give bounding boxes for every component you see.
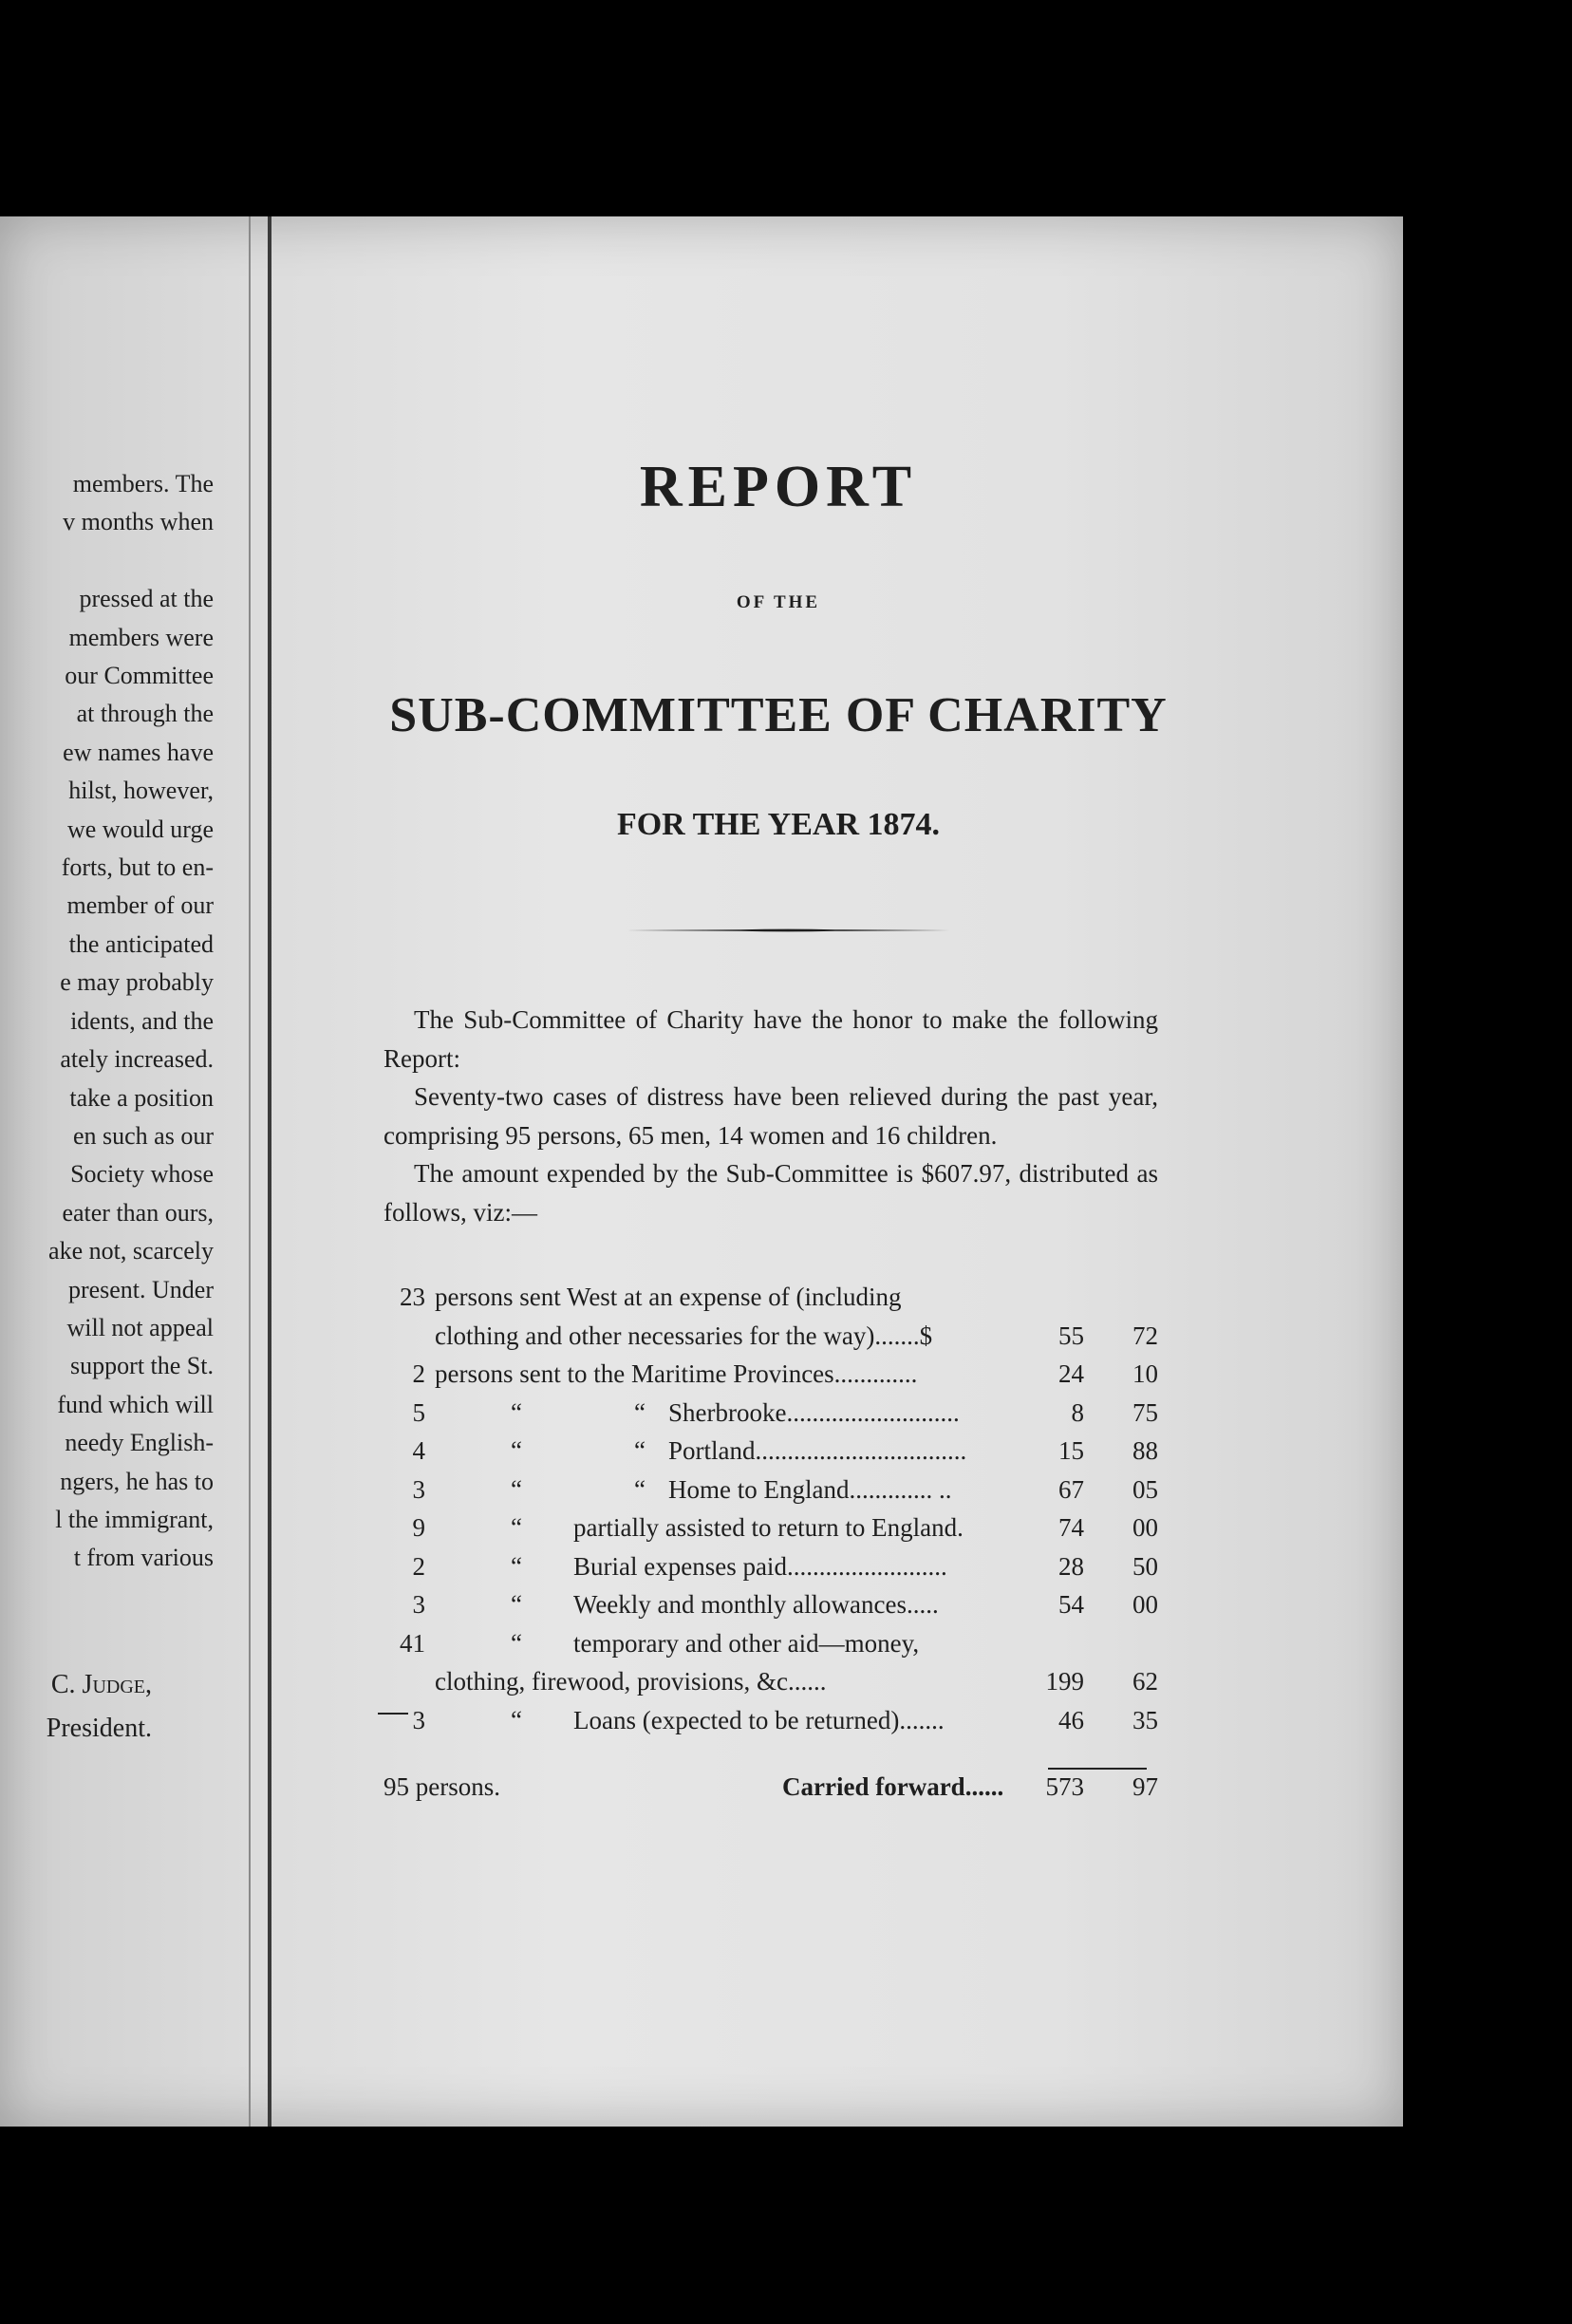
left-column-line: the anticipated — [68, 929, 214, 958]
expense-count: 2 — [412, 1551, 425, 1581]
expense-count: 4 — [412, 1436, 425, 1465]
left-column-line: present. Under — [67, 1275, 214, 1303]
expense-cents: 35 — [1132, 1705, 1158, 1734]
expense-description: persons sent to the Maritime Provinces............. — [435, 1359, 918, 1388]
expense-count: 9 — [412, 1513, 425, 1542]
expense-description: clothing and other necessaries for the way).......$ — [435, 1321, 933, 1350]
intro-paragraph: The Sub-Committee of Charity have the honor to make the following Report: — [384, 1005, 1158, 1073]
expense-count: 2 — [412, 1359, 425, 1388]
left-column-line: ew names have — [63, 738, 214, 766]
committee-title: SUB-COMMITTEE OF CHARITY — [389, 688, 1168, 742]
expense-row — [384, 1278, 1158, 1317]
left-column-line: members. The — [72, 470, 214, 497]
left-column-line: take a position — [69, 1083, 214, 1112]
left-column-line: pressed at the — [79, 585, 214, 613]
left-column-line: ately increased. — [60, 1045, 214, 1074]
left-column-line: en such as our — [72, 1121, 214, 1150]
expense-row — [384, 1471, 1158, 1509]
expense-dollars: 46 — [1058, 1705, 1084, 1734]
expense-cents: 62 — [1132, 1667, 1158, 1696]
ditto-mark: “ — [511, 1397, 522, 1427]
year-heading: FOR THE YEAR 1874. — [616, 807, 941, 842]
expense-row — [384, 1701, 1158, 1740]
expense-row — [384, 1624, 1158, 1663]
cases-paragraph: Seventy-two cases of distress have been relieved during the past year, comprising 95 persons, 65 men, 14 women and 16 children. — [384, 1082, 1158, 1150]
ditto-mark: “ — [634, 1397, 646, 1427]
expense-dollars: 28 — [1058, 1551, 1084, 1581]
left-column-line: ngers, he has to — [60, 1467, 214, 1495]
left-column-line: at through the — [76, 700, 214, 728]
left-column-line — [0, 542, 214, 580]
expense-count: 3 — [412, 1705, 425, 1734]
report-body — [384, 1001, 1158, 1231]
left-column-line: l the immigrant, — [55, 1505, 214, 1533]
left-column-line: fund which will — [57, 1390, 214, 1418]
expense-cents: 50 — [1132, 1551, 1158, 1581]
ornamental-rule — [627, 928, 949, 932]
signature-title: President. — [46, 1714, 152, 1743]
expense-description: Weekly and monthly allowances..... — [573, 1590, 939, 1619]
expense-count: 23 — [400, 1283, 425, 1311]
expense-dollars: 55 — [1058, 1321, 1084, 1350]
ditto-mark: “ — [634, 1474, 646, 1504]
expense-cents: 00 — [1132, 1590, 1158, 1619]
left-column-line: members were — [68, 623, 214, 651]
expense-cents: 88 — [1132, 1436, 1158, 1465]
left-column-line: e may probably — [60, 968, 214, 997]
page-gutter — [268, 216, 271, 2127]
expense-description: partially assisted to return to England. — [573, 1513, 964, 1542]
expense-description: Burial expenses paid......................... — [573, 1551, 947, 1581]
signature-block — [0, 1663, 152, 1751]
previous-page-column — [0, 465, 214, 1578]
expense-row — [384, 1585, 1158, 1624]
left-column-line: Society whose — [70, 1160, 214, 1189]
expense-table — [384, 1278, 1158, 1739]
expense-cents: 75 — [1132, 1397, 1158, 1427]
persons-total: 95 persons. — [384, 1772, 500, 1801]
expense-description: Sherbrooke........................... — [668, 1397, 960, 1427]
left-column-line: t from various — [73, 1544, 214, 1572]
left-column-line: forts, but to en- — [61, 853, 214, 882]
ditto-mark: “ — [511, 1590, 522, 1619]
left-column-line: needy English- — [65, 1429, 214, 1457]
expense-count: 3 — [412, 1474, 425, 1504]
expense-cents: 10 — [1132, 1359, 1158, 1388]
persons-sum-line — [378, 1713, 408, 1715]
carried-forward-label: Carried forward...... — [782, 1772, 1004, 1801]
expense-cents: 05 — [1132, 1474, 1158, 1504]
report-title: REPORT — [639, 455, 918, 519]
page-edge — [249, 216, 251, 2127]
expense-row — [384, 1509, 1158, 1547]
expense-description: Portland................................. — [668, 1436, 967, 1465]
ditto-mark: “ — [511, 1705, 522, 1734]
ditto-mark: “ — [511, 1513, 522, 1542]
expense-description: persons sent West at an expense of (including — [435, 1283, 902, 1311]
left-column-line: member of our — [66, 891, 214, 920]
expense-row — [384, 1547, 1158, 1586]
ditto-mark: “ — [511, 1551, 522, 1581]
expense-dollars: 199 — [1045, 1667, 1084, 1696]
expense-description: clothing, firewood, provisions, &c...... — [435, 1667, 827, 1696]
signature-name: C. Judge, — [50, 1670, 152, 1699]
expense-description: Home to England............. .. — [668, 1474, 952, 1504]
expense-row — [384, 1355, 1158, 1394]
left-column-line: our Committee — [65, 662, 214, 690]
expense-cents: 00 — [1132, 1513, 1158, 1542]
expense-dollars: 24 — [1058, 1359, 1084, 1388]
expense-dollars: 54 — [1058, 1590, 1084, 1619]
ditto-mark: “ — [511, 1436, 522, 1465]
expense-description: temporary and other aid—money, — [573, 1628, 920, 1658]
ditto-mark: “ — [511, 1628, 522, 1658]
expense-row — [384, 1394, 1158, 1433]
left-column-line: will not appeal — [66, 1313, 214, 1341]
left-column-line: idents, and the — [70, 1006, 214, 1035]
left-column-line: eater than ours, — [62, 1198, 214, 1227]
total-cents: 97 — [1132, 1772, 1158, 1801]
expense-row — [384, 1662, 1158, 1701]
expense-dollars: 15 — [1058, 1436, 1084, 1465]
ditto-mark: “ — [511, 1474, 522, 1504]
expense-dollars: 8 — [1071, 1397, 1084, 1427]
expense-row — [384, 1432, 1158, 1471]
expense-cents: 72 — [1132, 1321, 1158, 1350]
expense-dollars: 67 — [1058, 1474, 1084, 1504]
left-column-line: we would urge — [66, 815, 214, 843]
left-column-line: ake not, scarcely — [48, 1237, 214, 1265]
expense-count: 3 — [412, 1590, 425, 1619]
total-dollars: 573 — [1045, 1772, 1084, 1801]
expense-row — [384, 1317, 1158, 1356]
left-column-line: hilst, however, — [68, 777, 214, 805]
amount-paragraph: The amount expended by the Sub-Committee is $607.97, distributed as follows, viz:— — [384, 1159, 1158, 1227]
of-the-label: OF THE — [736, 592, 821, 612]
left-column-line: v months when — [63, 508, 214, 536]
expense-description: Loans (expected to be returned)....... — [573, 1705, 945, 1734]
ditto-mark: “ — [634, 1436, 646, 1465]
expense-dollars: 74 — [1058, 1513, 1084, 1542]
expense-count: 5 — [412, 1397, 425, 1427]
expense-count: 41 — [400, 1628, 425, 1658]
left-column-line: support the St. — [70, 1352, 214, 1380]
